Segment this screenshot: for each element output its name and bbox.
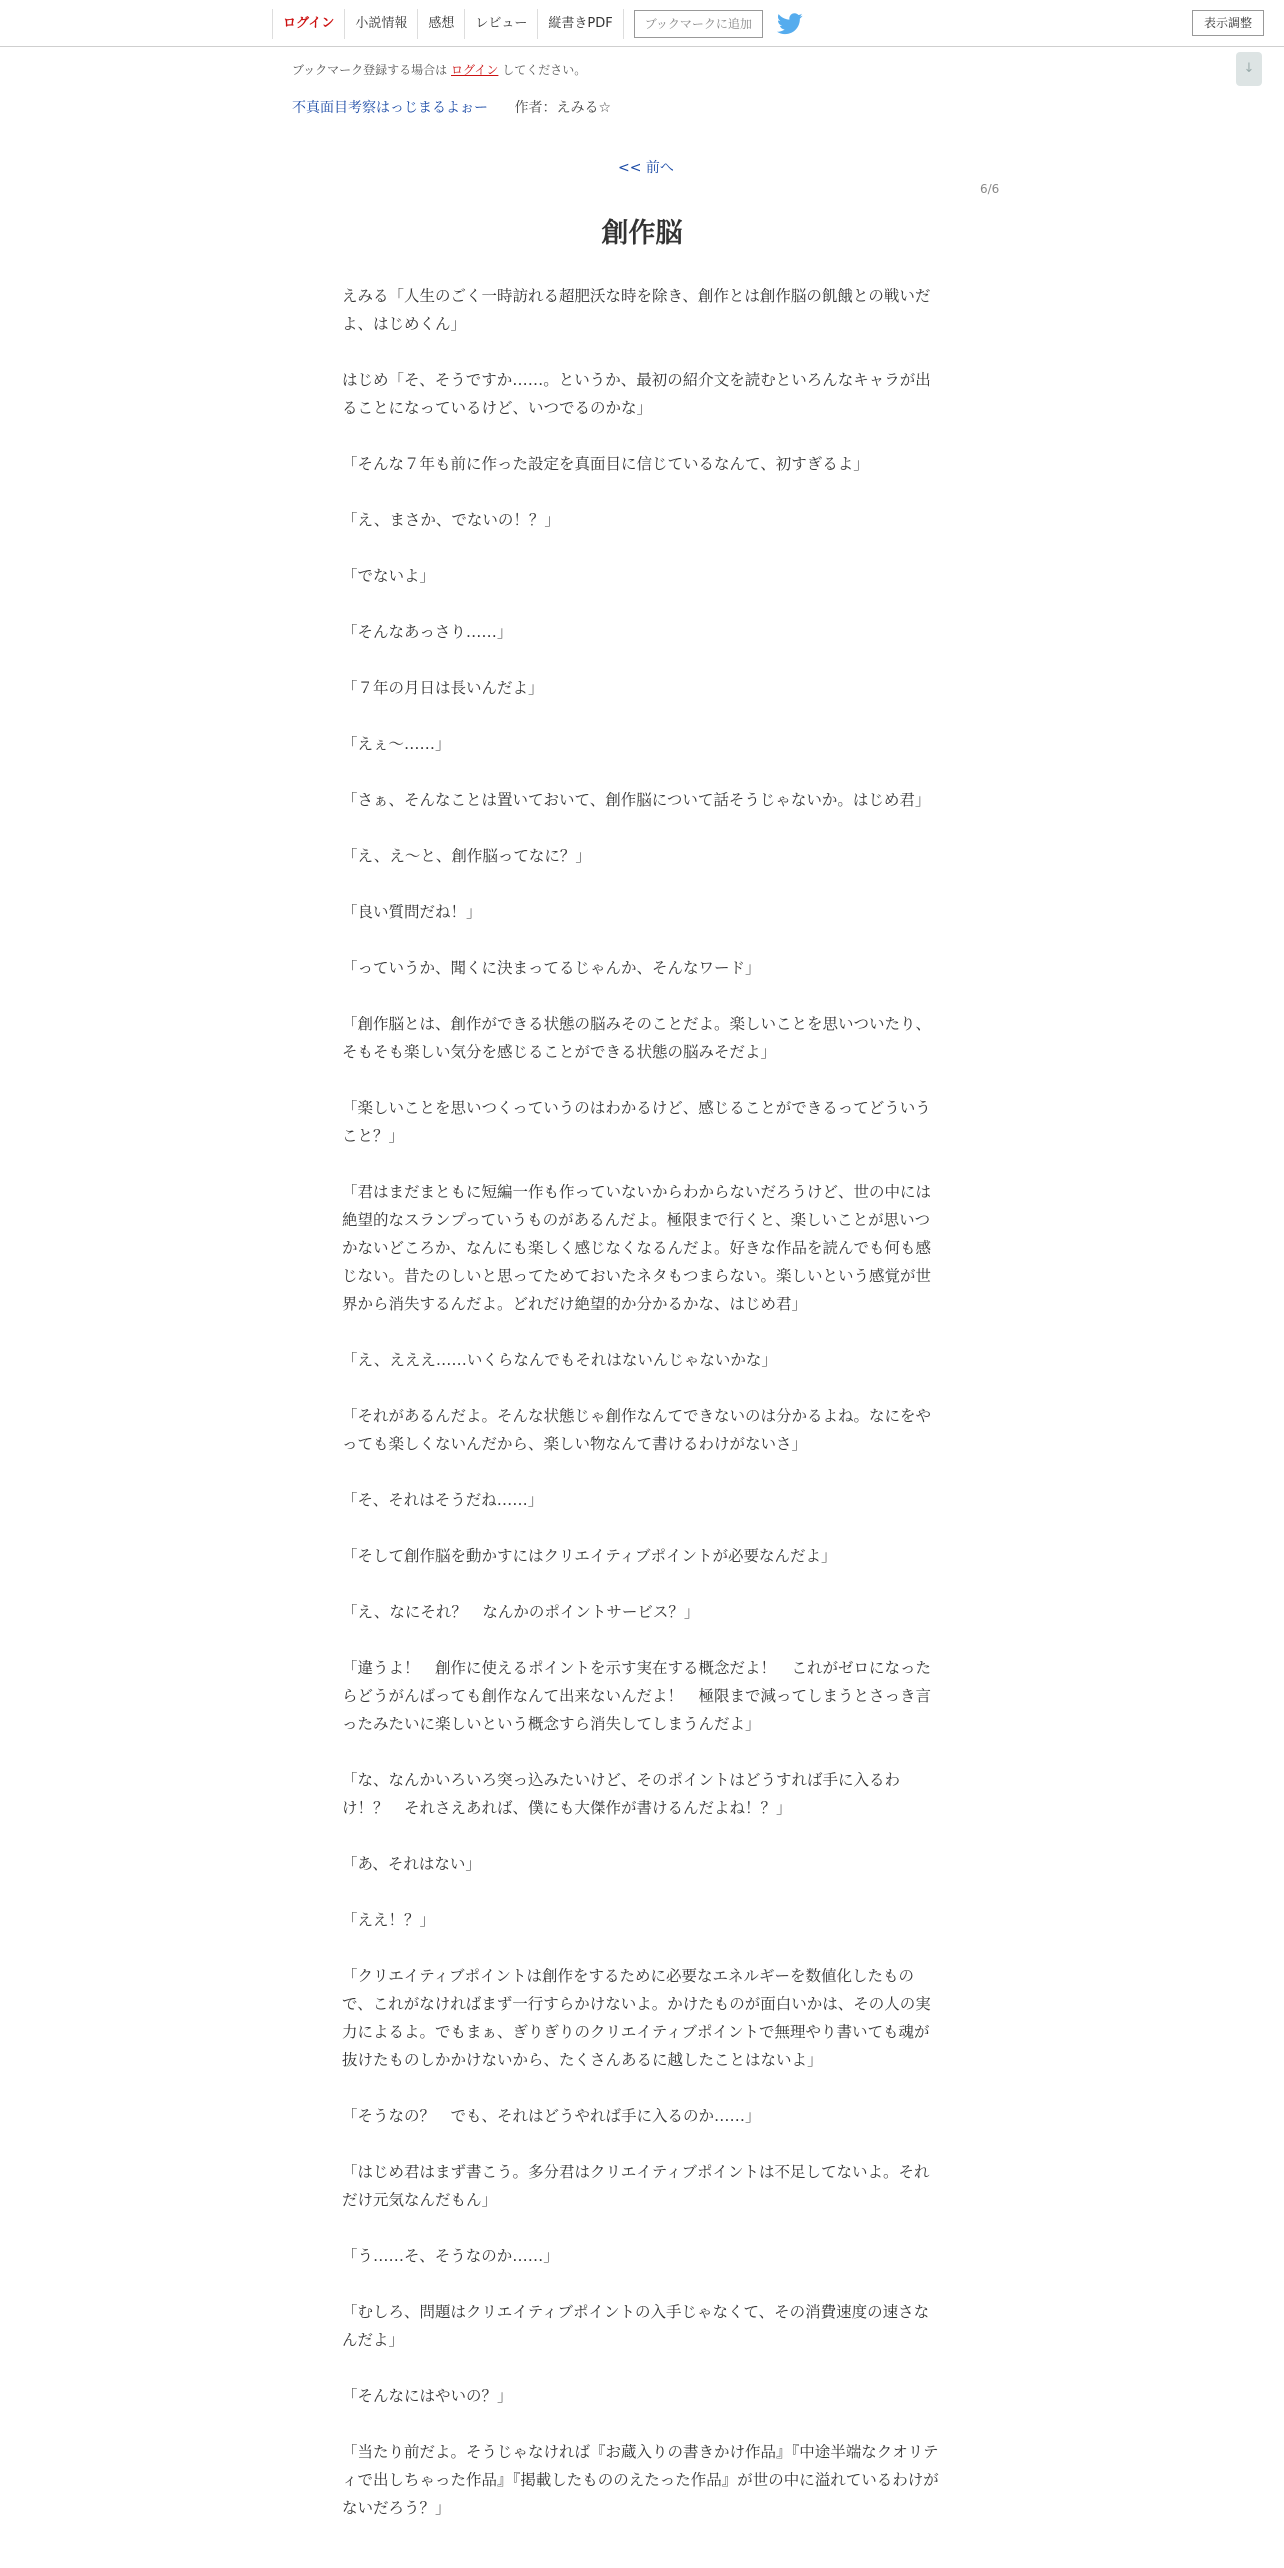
body-paragraph: 「え、まさか、でないの！？」	[342, 511, 560, 529]
body-paragraph: 「っていうか、聞くに決まってるじゃんか、そんなワード」	[342, 959, 761, 977]
body-paragraph: 「そんな７年も前に作った設定を真面目に信じているなんて、初すぎるよ」	[342, 455, 869, 473]
body-paragraph: 「そんなあっさり……」	[342, 623, 513, 641]
chapter-body	[342, 282, 942, 2550]
nav-impressions[interactable]: 感想	[417, 9, 464, 39]
body-paragraph: はじめ「そ、そうですか……。というか、最初の紹介文を読むといろんなキャラが出ることになっているけど、いつでるのかな」	[342, 371, 931, 417]
body-paragraph: 「そんなにはやいの？」	[342, 2387, 513, 2405]
body-paragraph: 「創作脳とは、創作ができる状態の脳みそのことだよ。楽しいことを思いついたり、そもそも楽しい気分を感じることができる状態の脳みそだよ」	[342, 1015, 932, 1061]
add-bookmark-button[interactable]: ブックマークに追加	[634, 10, 763, 38]
body-paragraph: 「え、えええ……いくらなんでもそれはないんじゃないかな」	[342, 1351, 777, 1369]
body-paragraph: えみる「人生のごく一時訪れる超肥沃な時を除き、創作とは創作脳の飢餓との戦いだよ、はじめくん」	[342, 287, 931, 333]
notice-login-link[interactable]: ログイン	[451, 63, 499, 77]
nav-novel-info[interactable]: 小説情報	[344, 9, 417, 39]
body-paragraph: 「え、なにそれ？ なんかのポイントサービス？」	[342, 1603, 700, 1621]
body-paragraph: 「あ、それはない」	[342, 1855, 481, 1873]
body-paragraph: 「でないよ」	[342, 567, 436, 585]
prev-page-link[interactable]: << 前へ	[618, 160, 674, 176]
body-paragraph: 「そして創作脳を動かすにはクリエイティブポイントが必要なんだよ」	[342, 1547, 837, 1565]
series-info	[292, 97, 611, 117]
body-paragraph: 「良い質問だね！」	[342, 903, 482, 921]
body-paragraph: 「そ、それはそうだね……」	[342, 1491, 544, 1509]
body-paragraph: 「当たり前だよ。そうじゃなければ『お蔵入りの書きかけ作品』『中途半端なクオリティで出しちゃった作品』『掲載したもののえたった作品』が世の中に溢れているわけがないだろう？」	[342, 2443, 939, 2517]
body-paragraph: 「そうなの？ でも、それはどうやれば手に入るのか……」	[342, 2107, 761, 2125]
series-title-link[interactable]: 不真面目考察はっじまるよぉー	[292, 100, 488, 116]
main-nav	[272, 8, 803, 40]
body-paragraph: 「さぁ、そんなことは置いておいて、創作脳について話そうじゃないか。はじめ君」	[342, 791, 931, 809]
page-number: 6/6	[980, 182, 1000, 196]
body-paragraph: 「君はまだまともに短編一作も作っていないからわからないだろうけど、世の中には絶望的なスランプっていうものがあるんだよ。極限まで行くと、楽しいことが思いつかないどころか、なんにも楽しく感じなくなるんだよ。好きな作品を読んでも何も感じない。昔たのしいと思ってためておいたネタもつまらない。楽しいという感覚が世界から消失するんだよ。どれだけ絶望的か分かるかな、はじめ君」	[342, 1183, 932, 1313]
notice-prefix: ブックマーク登録する場合は	[292, 63, 448, 77]
body-paragraph: 「違うよ！ 創作に使えるポイントを示す実在する概念だよ！ これがゼロになったらどうがんばっても創作なんて出来ないんだよ！ 極限まで減ってしまうとさっき言ったみたいに楽しいという概念すら消失してしまうんだよ」	[342, 1659, 932, 1733]
body-paragraph: 「はじめ君はまず書こう。多分君はクリエイティブポイントは不足してないよ。それだけ元気なんだもん」	[342, 2163, 930, 2209]
body-paragraph: 「え、え～と、創作脳ってなに？」	[342, 847, 591, 865]
notice-suffix: してください。	[502, 63, 587, 77]
nav-login[interactable]: ログイン	[272, 9, 344, 39]
body-paragraph: 「クリエイティブポイントは創作をするために必要なエネルギーを数値化したもので、これがなければまず一行すらかけないよ。かけたものが面白いかは、その人の実力によるよ。でもまぁ、ぎりぎりのクリエイティブポイントで無理やり書いても魂が抜けたものしかかけないから、たくさんあるに越したことはないよ」	[342, 1967, 931, 2069]
body-paragraph: 「な、なんかいろいろ突っ込みたいけど、そのポイントはどうすれば手に入るわけ！？ それさえあれば、僕にも大傑作が書けるんだよね！？」	[342, 1771, 901, 1817]
body-paragraph: 「むしろ、問題はクリエイティブポイントの入手じゃなくて、その消費速度の速さなんだよ」	[342, 2303, 930, 2349]
body-paragraph: 「それがあるんだよ。そんな状態じゃ創作なんてできないのは分かるよね。なにをやっても楽しくないんだから、楽しい物なんて書けるわけがないさ」	[342, 1407, 932, 1453]
nav-review[interactable]: レビュー	[464, 9, 537, 39]
bookmark-login-notice	[292, 61, 586, 78]
author-name: 作者：えみる☆	[514, 100, 612, 116]
top-header	[0, 0, 1284, 47]
display-settings-button[interactable]: 表示調整	[1192, 10, 1264, 36]
body-paragraph: 「楽しいことを思いつくっていうのはわかるけど、感じることができるってどういうこと？」	[342, 1099, 931, 1145]
body-paragraph: 「う……そ、そうなのか……」	[342, 2247, 559, 2265]
nav-vertical-pdf[interactable]: 縦書きPDF	[537, 9, 623, 39]
scroll-down-button[interactable]: ↓	[1236, 52, 1262, 86]
chapter-title: 創作脳	[601, 218, 683, 249]
body-paragraph: 「ええ！？」	[342, 1911, 436, 1929]
body-paragraph: 「えぇ～……」	[342, 735, 451, 753]
twitter-bird-icon[interactable]	[777, 13, 803, 35]
body-paragraph: 「７年の月日は長いんだよ」	[342, 679, 544, 697]
